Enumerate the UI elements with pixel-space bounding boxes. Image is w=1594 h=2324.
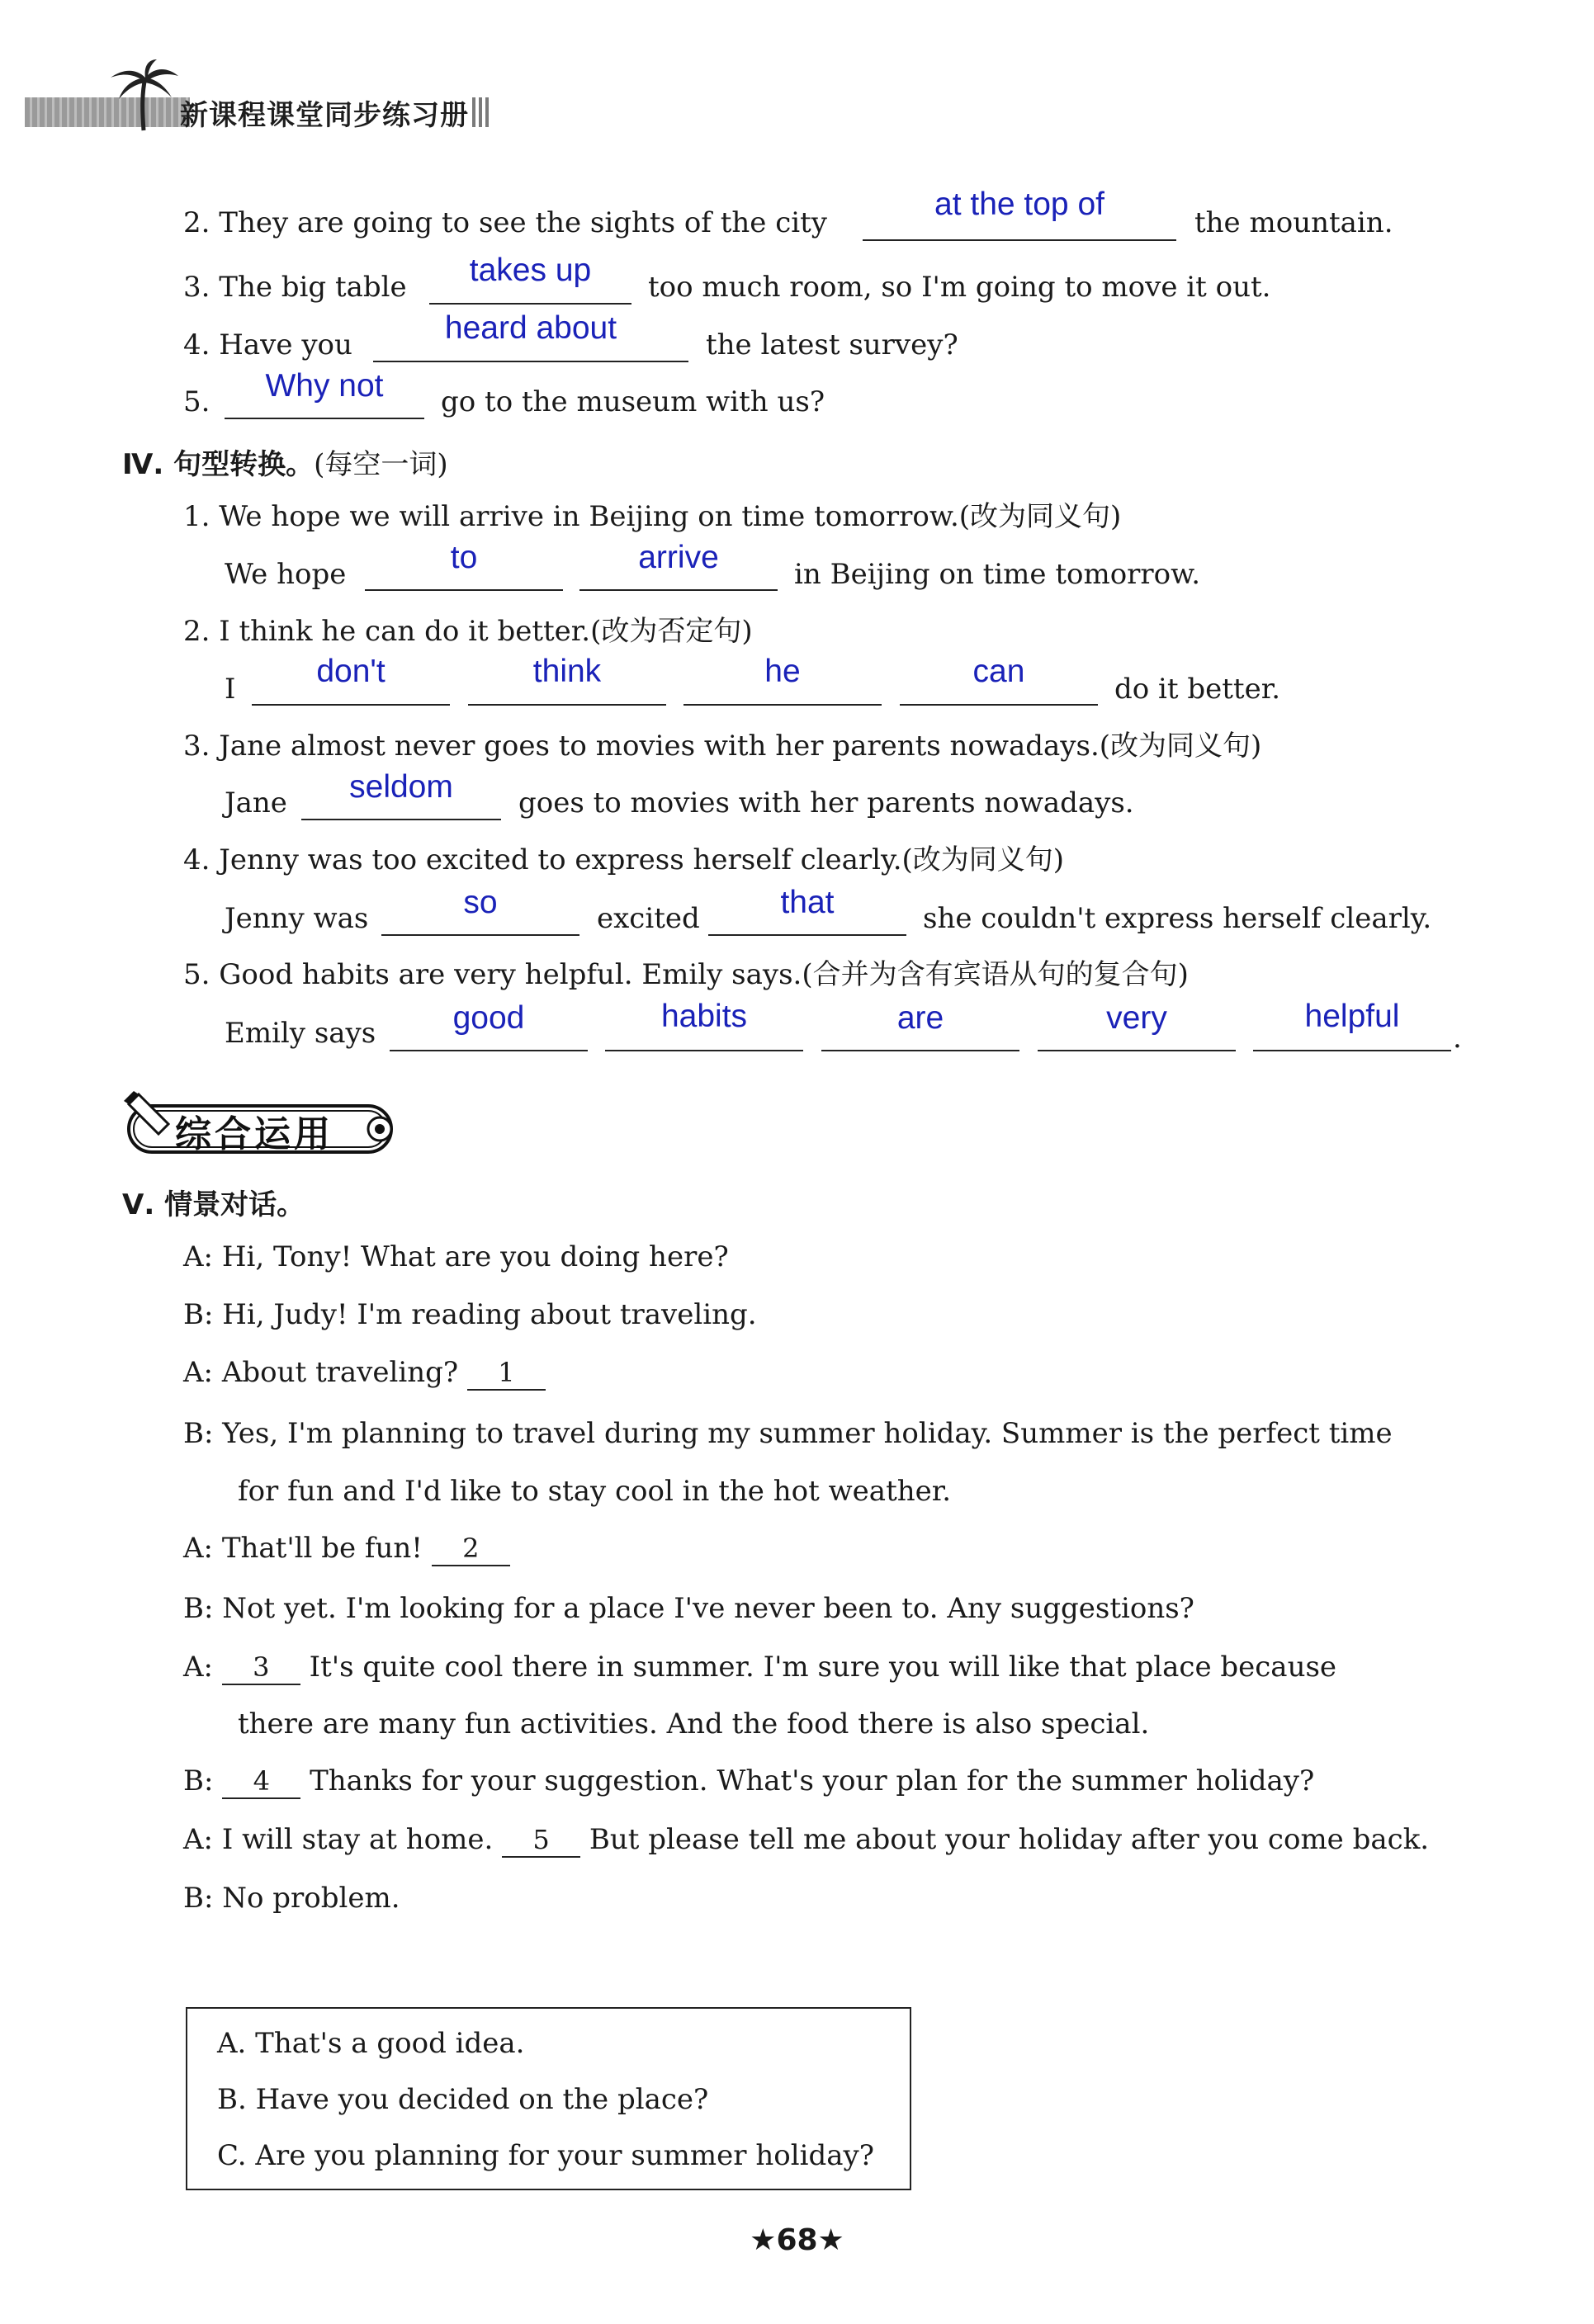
- dialogue-line-7-cont: there are many fun activities. And the food there is also special.: [238, 1708, 1150, 1741]
- dialogue-text: Thanks for your suggestion. What's your plan for the summer holiday?: [310, 1764, 1315, 1797]
- s4-q2-answer-1: don't: [316, 654, 385, 689]
- blank-number: 2: [462, 1533, 480, 1564]
- dialogue-line-1: [183, 1240, 729, 1273]
- dialogue-text: It's quite cool there in summer. I'm sure you will like that place because: [309, 1651, 1337, 1684]
- page-number: [0, 2223, 1594, 2257]
- dialogue-text: Hi, Tony! What are you doing here?: [221, 1240, 729, 1273]
- s4-q5-lead: Emily says: [225, 1017, 376, 1050]
- s4-q5-answer-3: are: [896, 1000, 944, 1036]
- s4-q3-answer: seldom: [349, 769, 453, 805]
- s4-q1-answer-2: arrive: [638, 540, 719, 575]
- section4-note: (每空一词): [314, 448, 448, 481]
- dialogue-text-after: But please tell me about your holiday after you come back.: [589, 1823, 1430, 1856]
- dialogue-text: Hi, Judy! I'm reading about traveling.: [222, 1298, 757, 1331]
- option-b: B. Have you decided on the place?: [217, 2083, 709, 2116]
- option-c: C. Are you planning for your summer holiday?: [217, 2139, 874, 2172]
- dialogue-text: Yes, I'm planning to travel during my summer holiday. Summer is the perfect time: [222, 1417, 1393, 1450]
- s4-q5-answer-1: good: [452, 1000, 525, 1036]
- s4-q2-answer-3: he: [764, 654, 801, 689]
- speaker: A:: [183, 1532, 214, 1565]
- speaker: A:: [183, 1823, 214, 1856]
- s4-q5-answer-2: habits: [660, 999, 748, 1034]
- dialogue-line-9: [183, 1823, 1429, 1858]
- s4-q2-blank-2: [468, 704, 666, 706]
- page-number-value: 68: [776, 2223, 818, 2257]
- q4-text-after: the latest survey?: [706, 328, 958, 361]
- q2-number: 2.: [183, 206, 210, 239]
- q5-number: 5.: [183, 385, 210, 418]
- s4-q4-answer-2: that: [780, 885, 835, 920]
- q2-text-after: the mountain.: [1194, 206, 1393, 239]
- speaker: A:: [183, 1356, 214, 1389]
- q2-blank: [863, 239, 1176, 241]
- book-title: 新课程课堂同步练习册: [180, 99, 469, 132]
- s4-q5-answer-5: helpful: [1304, 999, 1400, 1034]
- q5-blank: [225, 418, 424, 419]
- q4-text-before: Have you: [219, 328, 352, 361]
- s4-q5-blank-2: [605, 1050, 803, 1051]
- s4-q4-mid: excited: [597, 902, 700, 935]
- s4-q2-blank-1: [252, 704, 450, 706]
- dialogue-text: Not yet. I'm looking for a place I've never been to. Any suggestions?: [222, 1592, 1194, 1625]
- q5-text-after: go to the museum with us?: [441, 385, 825, 418]
- q4-blank: [373, 361, 688, 362]
- options-box: [186, 2007, 911, 2190]
- q3-blank: [429, 303, 631, 305]
- dialogue-line-10: [183, 1882, 400, 1915]
- s4-q4-lead: Jenny was: [225, 902, 369, 935]
- section5-title: Ⅴ. 情景对话。: [122, 1188, 305, 1221]
- s4-q3-blank: [301, 819, 501, 820]
- s4-q1-blank-2: [579, 589, 778, 591]
- s4-q2-tail: do it better.: [1114, 673, 1281, 706]
- q2-line: [183, 206, 827, 239]
- header-decor-bars: [472, 97, 489, 127]
- star-icon: ★: [817, 2223, 844, 2257]
- dialogue-line-5: [183, 1532, 510, 1566]
- q2-answer: at the top of: [934, 187, 1104, 222]
- s4-q5-prompt: 5. Good habits are very helpful. Emily says.(合并为含有宾语从句的复合句): [183, 958, 1189, 991]
- dialogue-text: About traveling?: [221, 1356, 459, 1389]
- s4-q4-answer-1: so: [463, 885, 498, 920]
- dialogue-line-6: [183, 1592, 1194, 1625]
- option-a: A. That's a good idea.: [217, 2027, 525, 2060]
- s4-q1-blank-1: [365, 589, 563, 591]
- star-icon: ★: [750, 2223, 777, 2257]
- dialogue-line-8: [183, 1764, 1314, 1799]
- dialogue-line-4-cont: for fun and I'd like to stay cool in the hot weather.: [238, 1475, 952, 1508]
- q5-answer: Why not: [265, 368, 384, 404]
- dialogue-line-3: [183, 1356, 546, 1391]
- answer-blank-4: [222, 1764, 300, 1799]
- speaker: B:: [183, 1764, 214, 1797]
- s4-q3-prompt: 3. Jane almost never goes to movies with her parents nowadays.(改为同义句): [183, 730, 1262, 763]
- answer-blank-1: [467, 1356, 546, 1391]
- s4-q3-tail: goes to movies with her parents nowadays.: [518, 786, 1134, 820]
- s4-q4-blank-1: [381, 934, 579, 936]
- q3-text-after: too much room, so I'm going to move it out.: [648, 271, 1271, 304]
- q4-answer: heard about: [444, 310, 617, 346]
- blank-number: 3: [253, 1651, 270, 1683]
- blank-number: 5: [532, 1824, 550, 1855]
- dialogue-text: No problem.: [222, 1882, 400, 1915]
- speaker: B:: [183, 1592, 214, 1625]
- s4-q5-tail: .: [1453, 1022, 1462, 1055]
- q2-text-before: They are going to see the sights of the city: [219, 206, 827, 239]
- answer-blank-3: [222, 1651, 300, 1685]
- q3-number: 3.: [183, 271, 210, 304]
- s4-q5-blank-5: [1253, 1050, 1451, 1051]
- q3-answer: takes up: [469, 253, 592, 288]
- s4-q1-tail: in Beijing on time tomorrow.: [794, 558, 1201, 591]
- s4-q2-blank-3: [683, 704, 882, 706]
- s4-q5-blank-3: [821, 1050, 1019, 1051]
- s4-q1-lead: We hope: [225, 558, 347, 591]
- answer-blank-2: [432, 1532, 510, 1566]
- palm-tree-icon: [106, 59, 180, 132]
- speaker: A:: [183, 1651, 214, 1684]
- dialogue-line-2: [183, 1298, 757, 1331]
- section4-title: [122, 442, 448, 482]
- speaker: A:: [183, 1240, 214, 1273]
- s4-q2-answer-2: think: [532, 654, 602, 689]
- speaker: B:: [183, 1882, 214, 1915]
- q3-line: [183, 271, 407, 304]
- dialogue-text: That'll be fun!: [221, 1532, 423, 1565]
- answer-blank-5: [502, 1823, 580, 1858]
- s4-q2-prompt: 2. I think he can do it better.(改为否定句): [183, 615, 753, 648]
- speaker: B:: [183, 1417, 214, 1450]
- s4-q5-blank-4: [1038, 1050, 1236, 1051]
- s4-q4-prompt: 4. Jenny was too excited to express herself clearly.(改为同义句): [183, 843, 1065, 876]
- q4-line: [183, 328, 352, 361]
- blank-number: 4: [253, 1765, 270, 1797]
- s4-q5-blank-1: [390, 1050, 588, 1051]
- s4-q2-lead: I: [225, 673, 236, 706]
- blank-number: 1: [498, 1357, 515, 1388]
- s4-q4-tail: she couldn't express herself clearly.: [923, 902, 1432, 935]
- dialogue-text: I will stay at home.: [221, 1823, 494, 1856]
- s4-q3-lead: Jane: [225, 786, 287, 820]
- speaker: B:: [183, 1298, 214, 1331]
- s4-q2-answer-4: can: [972, 654, 1025, 689]
- dialogue-line-4: [183, 1417, 1393, 1450]
- q3-text-before: The big table: [219, 271, 407, 304]
- section4-title-text: Ⅳ. 句型转换。: [122, 448, 315, 481]
- q4-number: 4.: [183, 328, 210, 361]
- s4-q4-blank-2: [708, 934, 906, 936]
- banner-label: 综合运用: [175, 1113, 333, 1155]
- s4-q5-answer-4: very: [1106, 1000, 1167, 1036]
- s4-q2-blank-4: [900, 704, 1098, 706]
- s4-q1-answer-1: to: [450, 540, 478, 575]
- s4-q1-prompt: 1. We hope we will arrive in Beijing on time tomorrow.(改为同义句): [183, 500, 1122, 533]
- dialogue-line-7: [183, 1651, 1336, 1685]
